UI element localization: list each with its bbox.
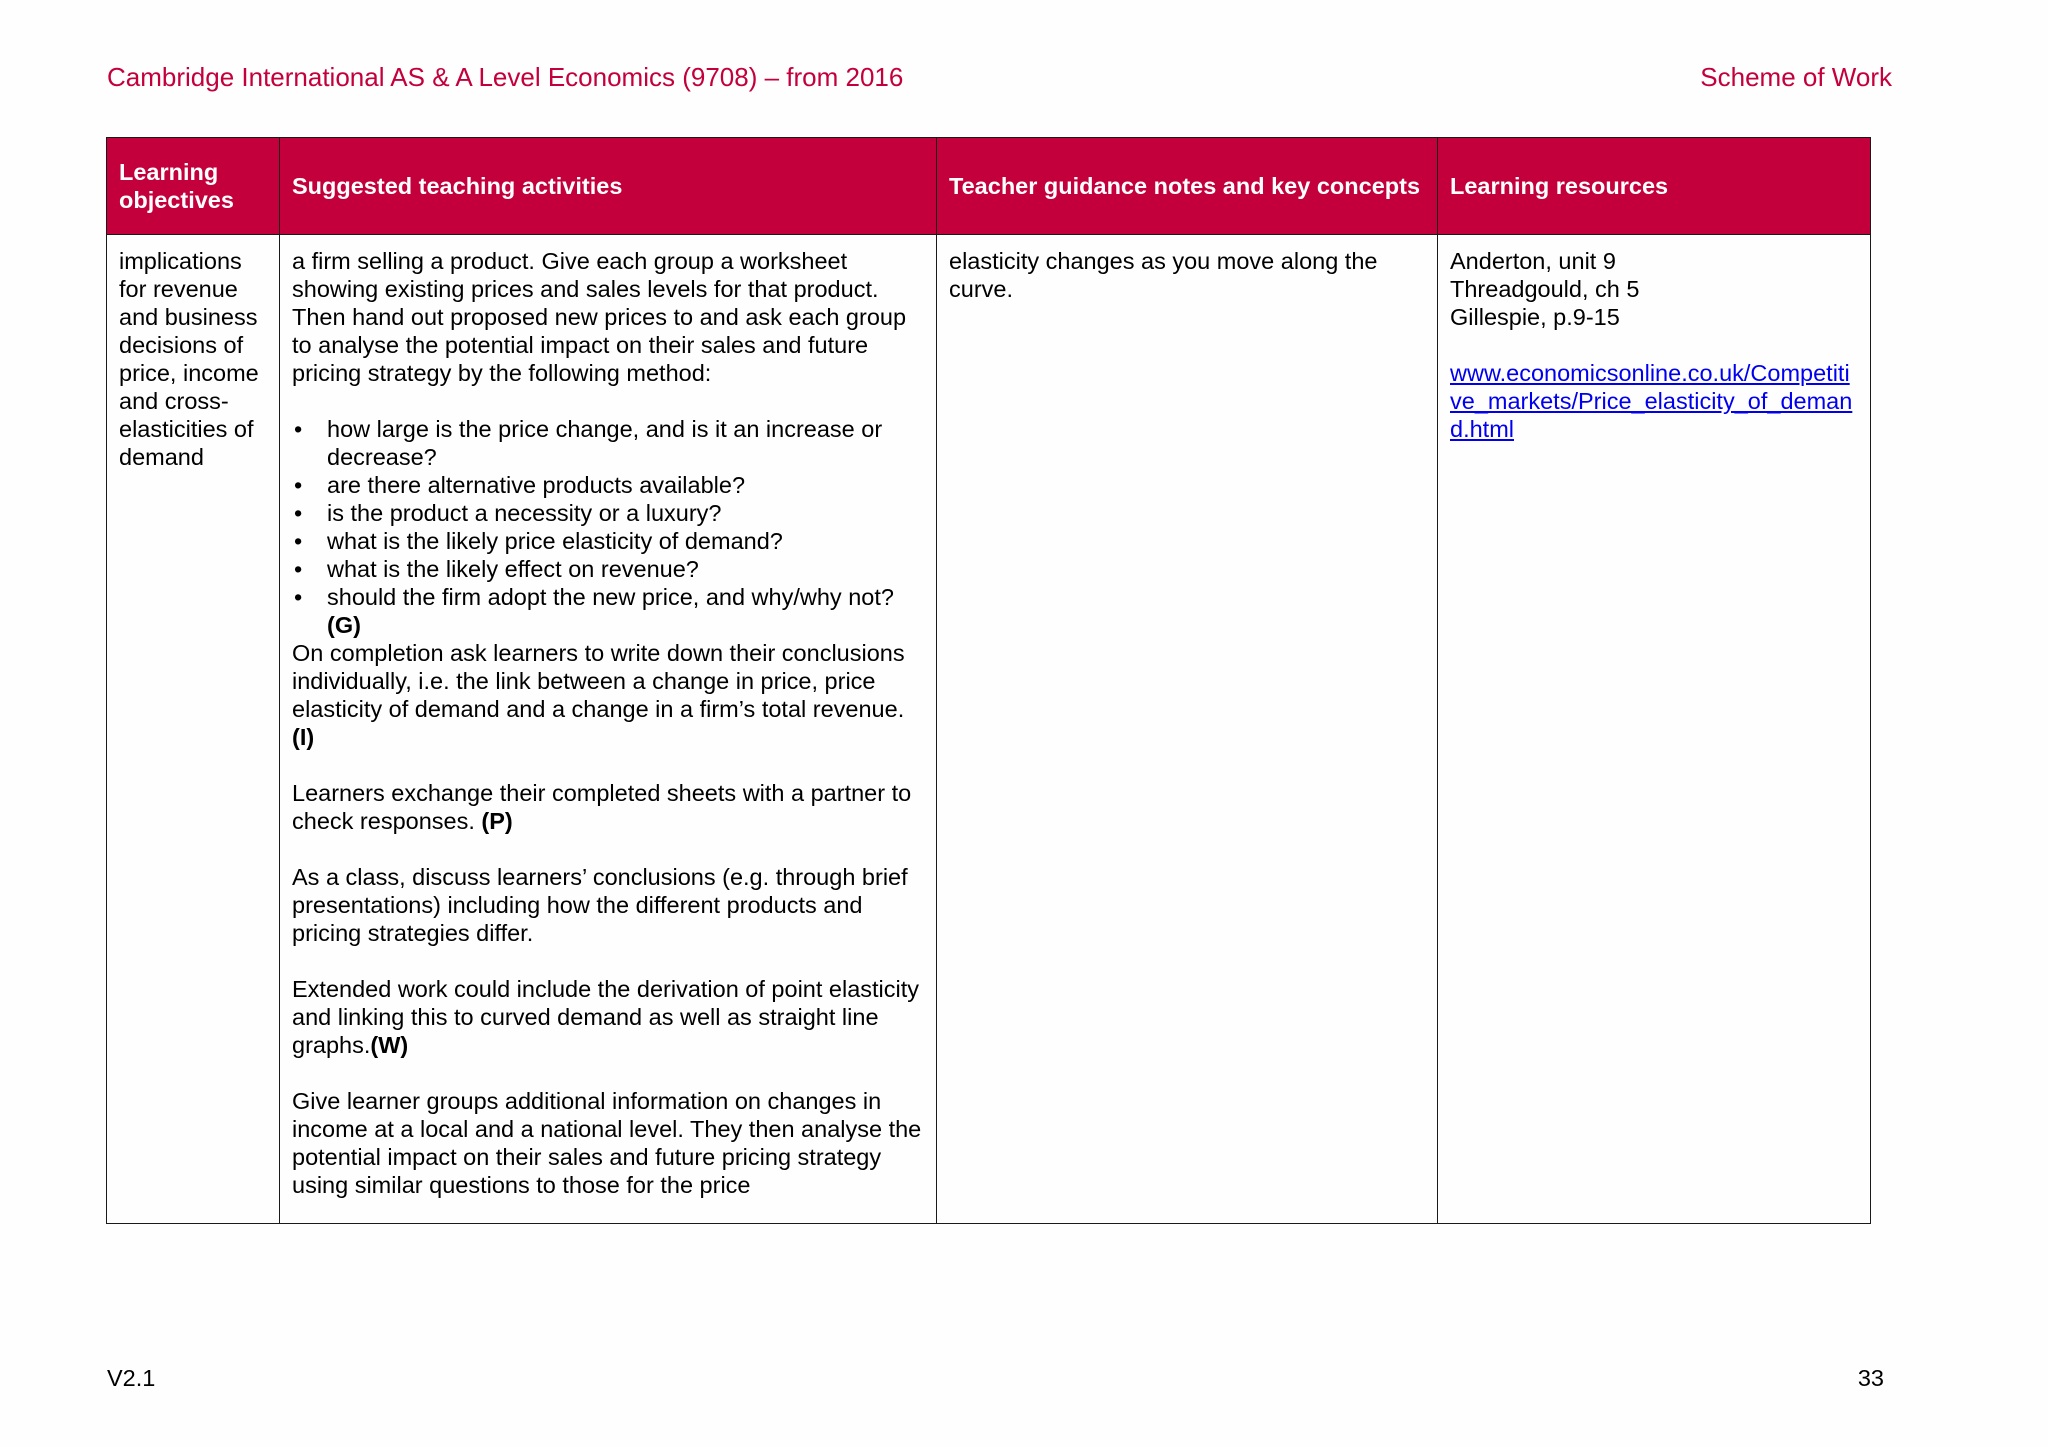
completion-paragraph <box>292 639 924 751</box>
extended-text: Extended work could include the derivation of point elasticity and linking this to curved demand as well as straight line graphs. <box>292 976 920 1058</box>
scheme-of-work-label: Scheme of Work <box>1700 62 1892 92</box>
table-row <box>107 235 1871 1224</box>
list-item: • what is the likely price elasticity of demand? <box>292 527 924 555</box>
document-title: Cambridge International AS & A Level Economics (9708) – from 2016 <box>107 62 904 92</box>
economicsonline-link[interactable]: www.economicsonline.co.uk/Competitive_markets/Price_elasticity_of_demand.html <box>1450 360 1853 442</box>
guidance-text: elasticity changes as you move along the curve. <box>949 248 1378 302</box>
objectives-text: implications for revenue and business decisions of price, income and cross-elasticities of demand <box>119 248 259 470</box>
list-item: • is the product a necessity or a luxury? <box>292 499 924 527</box>
exchange-paragraph <box>292 779 924 835</box>
resource-book: Threadgould, ch 5 <box>1450 276 1640 302</box>
version-label: V2.1 <box>107 1365 156 1391</box>
activities-cell <box>280 235 937 1224</box>
extended-paragraph <box>292 975 924 1059</box>
exchange-text: Learners exchange their completed sheets with a partner to check responses. <box>292 780 912 834</box>
table-header-row <box>107 138 1871 235</box>
resources-cell <box>1438 235 1871 1224</box>
header-learning-resources: Learning resources <box>1438 138 1871 235</box>
scheme-table <box>106 137 1871 1224</box>
whole-class-tag: (W) <box>370 1032 409 1058</box>
discuss-paragraph: As a class, discuss learners’ conclusions (e.g. through brief presentations) including how the different products and pricing strategies differ. <box>292 864 908 946</box>
list-item: • what is the likely effect on revenue? <box>292 555 924 583</box>
list-item: • are there alternative products available? <box>292 471 924 499</box>
header-guidance-notes: Teacher guidance notes and key concepts <box>937 138 1438 235</box>
header-learning-objectives: Learning objectives <box>107 138 280 235</box>
completion-text: On completion ask learners to write down their conclusions individually, i.e. the link between a change in price, price elasticity of demand and a change in a firm’s total revenue. <box>292 640 905 722</box>
guidance-cell <box>937 235 1438 1224</box>
page-number: 33 <box>1857 1365 1884 1391</box>
list-item <box>292 583 924 639</box>
group-work-tag: (G) <box>327 612 361 638</box>
resource-book: Gillespie, p.9-15 <box>1450 304 1620 330</box>
header-teaching-activities: Suggested teaching activities <box>280 138 937 235</box>
list-item: • how large is the price change, and is it an increase or decrease? <box>292 415 924 471</box>
activities-intro: a firm selling a product. Give each group a worksheet showing existing prices and sales levels for that product. Then hand out proposed new prices to and ask each group to analyse the potential impact on their sales and future pricing strategy by the following method: <box>292 248 907 386</box>
questions-list <box>292 415 924 639</box>
income-paragraph: Give learner groups additional information on changes in income at a local and a national level. They then analyse the potential impact on their sales and future pricing strategy using similar questions to those for the price <box>292 1088 922 1198</box>
resource-book: Anderton, unit 9 <box>1450 248 1616 274</box>
list-item-text: should the firm adopt the new price, and why/why not? <box>327 584 894 610</box>
objectives-cell <box>107 235 280 1224</box>
pair-work-tag: (P) <box>481 808 513 834</box>
individual-work-tag: (I) <box>292 724 315 750</box>
